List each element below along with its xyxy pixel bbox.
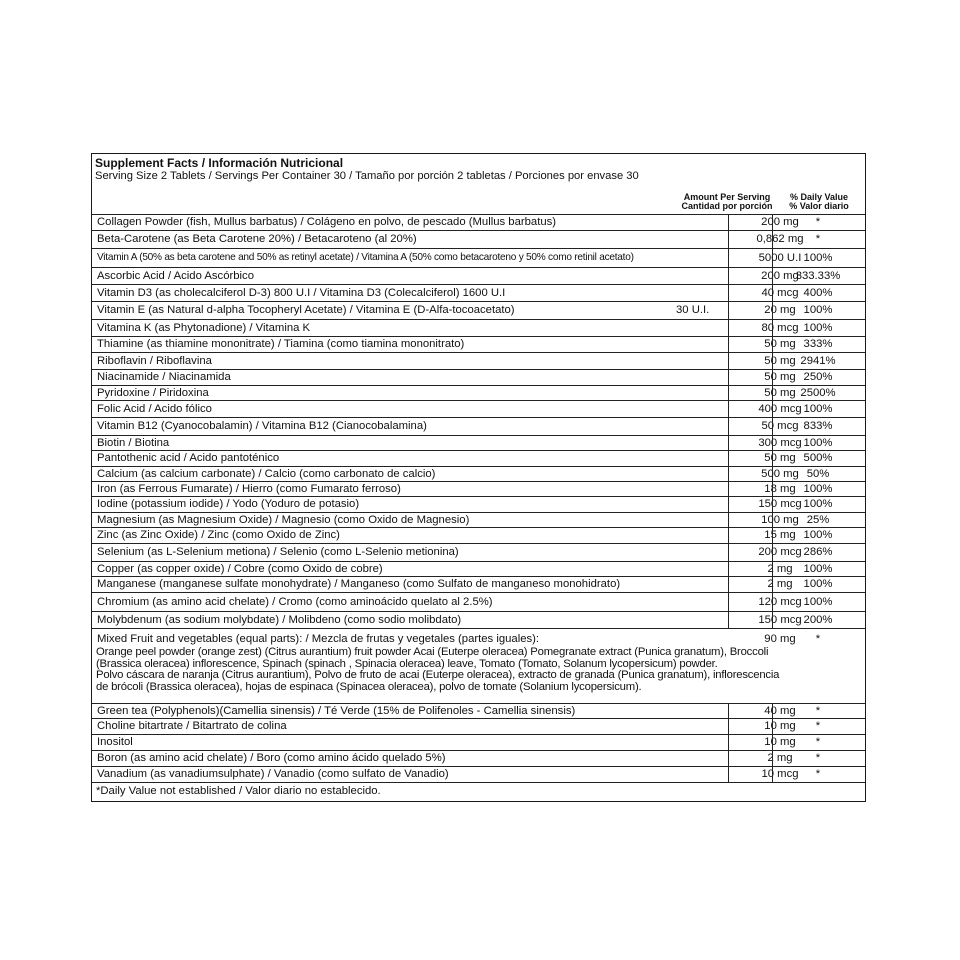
daily-value-percent: * <box>815 752 821 764</box>
mixed-name: Mixed Fruit and vegetables (equal parts): / Mezcla de frutas y vegetales (partes iguales): <box>97 633 540 645</box>
row-divider <box>92 628 865 629</box>
daily-value-percent: 100% <box>803 529 833 541</box>
daily-value-percent: 100% <box>803 251 833 264</box>
row-divider <box>92 417 865 418</box>
daily-value-percent: 2500% <box>800 386 836 399</box>
nutrient-name: Inositol <box>97 736 133 748</box>
mixed-description-line: Orange peel powder (orange zest) (Citrus aurantium) fruit powder Acai (Euterpe oleracea) Pomegranate extract (Punica granatum), Broccoli <box>96 646 769 658</box>
row-divider <box>92 248 865 249</box>
amount-per-serving: 200 mcg <box>758 546 802 558</box>
nutrient-name: Iodine (potassium iodide) / Yodo (Yoduro de potasio) <box>97 498 360 510</box>
nutrient-name: Ascorbic Acid / Acido Ascórbico <box>97 269 254 282</box>
column-divider <box>772 214 773 628</box>
nutrient-name: Folic Acid / Acido fólico <box>97 402 212 415</box>
daily-value-percent: 100% <box>803 578 833 590</box>
daily-value-percent: 100% <box>803 402 833 415</box>
nutrient-name: Calcium (as calcium carbonate) / Calcio (como carbonato de calcio) <box>97 467 436 480</box>
daily-value-percent: 100% <box>803 304 833 316</box>
daily-value-percent: 100% <box>803 595 833 608</box>
amount-per-serving: 300 mcg <box>758 436 802 449</box>
amount-per-serving: 50 mcg <box>761 420 799 432</box>
amount-per-serving: 50 mg <box>764 386 796 399</box>
daily-value-percent: 286% <box>803 546 833 558</box>
daily-value-percent: * <box>815 233 821 245</box>
daily-value-percent: * <box>815 720 821 732</box>
nutrient-name: Beta-Carotene (as Beta Carotene 20%) / Betacaroteno (al 20%) <box>97 233 417 245</box>
daily-value-percent: 25% <box>806 513 830 526</box>
nutrient-name: Riboflavin / Riboflavina <box>97 354 212 367</box>
nutrient-name: Chromium (as amino acid chelate) / Cromo (como aminoácido quelato al 2.5%) <box>97 595 493 608</box>
row-divider <box>92 543 865 544</box>
daily-value-percent: 50% <box>806 467 830 480</box>
nutrient-name: Biotin / Biotina <box>97 436 170 449</box>
amount-header-en: Amount Per Serving <box>683 192 771 202</box>
daily-value-percent: 500% <box>803 452 833 464</box>
mixed-amount: 90 mg <box>764 633 796 645</box>
daily-value-percent: 100% <box>803 562 833 575</box>
nutrient-name: Pantothenic acid / Acido pantoténico <box>97 452 280 464</box>
daily-value-percent: * <box>815 216 821 228</box>
nutrient-name: Collagen Powder (fish, Mullus barbatus) / Colágeno en polvo, de pescado (Mullus barbatus) <box>97 216 557 228</box>
amount-per-serving: 2 mg <box>767 562 793 575</box>
vitamin-e-iu: 30 U.I. <box>676 304 710 316</box>
nutrient-name: Vitamin D3 (as cholecalciferol D-3) 800 U.I / Vitamina D3 (Colecalciferol) 1600 U.I <box>97 286 506 299</box>
nutrient-name: Vitamin E (as Natural d-alpha Tocopheryl Acetate) / Vitamina E (D-Alfa-tocoacetato) <box>97 304 515 316</box>
amount-per-serving: 150 mcg <box>758 498 802 510</box>
amount-per-serving: 15 mg <box>764 529 796 541</box>
nutrient-name: Magnesium (as Magnesium Oxide) / Magnesio (como Oxido de Magnesio) <box>97 513 470 526</box>
column-divider <box>728 703 729 782</box>
daily-value-percent: 100% <box>803 321 833 334</box>
amount-per-serving: 100 mg <box>761 513 799 526</box>
serving-info: Serving Size 2 Tablets / Servings Per Container 30 / Tamaño por porción 2 tabletas / Porciones por envase 30 <box>95 170 639 182</box>
nutrient-name: Boron (as amino acid chelate) / Boro (como amino ácido quelado 5%) <box>97 752 446 764</box>
daily-value-percent: 200% <box>803 613 833 626</box>
nutrient-name: Vitamin A (50% as beta carotene and 50% as retinyl acetate) / Vitamina A (50% como betacaroteno y 50% como retinil acetato) <box>97 251 634 263</box>
nutrient-name: Selenium (as L-Selenium metiona) / Selenio (como L-Selenio metionina) <box>97 546 459 558</box>
daily-value-percent: 100% <box>803 436 833 449</box>
amount-per-serving: 50 mg <box>764 452 796 464</box>
row-divider <box>92 592 865 593</box>
daily-value-footnote: *Daily Value not established / Valor diario no establecido. <box>96 785 381 797</box>
daily-value-percent: 333.33% <box>795 269 841 282</box>
daily-value-percent: 400% <box>803 286 833 299</box>
mixed-description-line: de brócoli (Brassica oleracea), hojas de espinaca (Spinacea oleracea), polvo de tomate (Solanium lycopersicum). <box>96 680 642 693</box>
amount-per-serving: 120 mcg <box>758 595 802 608</box>
amount-per-serving: 500 mg <box>761 467 799 480</box>
nutrient-name: Niacinamide / Niacinamida <box>97 371 231 383</box>
nutrient-name: Vitamin B12 (Cyanocobalamin) / Vitamina B12 (Cianocobalamina) <box>97 420 427 432</box>
amount-per-serving: 50 mg <box>764 371 796 383</box>
dv-column-header <box>774 193 864 211</box>
amount-per-serving: 400 mcg <box>758 402 802 415</box>
amount-per-serving: 2 mg <box>767 752 793 764</box>
daily-value-percent: 333% <box>803 338 833 350</box>
nutrient-name: Vitamina K (as Phytonadione) / Vitamina K <box>97 321 311 334</box>
amount-per-serving: 20 mg <box>764 304 796 316</box>
row-divider <box>92 782 865 783</box>
amount-per-serving: 18 mg <box>764 482 796 495</box>
amount-per-serving: 5000 U.I <box>758 251 802 264</box>
amount-header-es: Cantidad por porción <box>681 201 773 211</box>
daily-value-percent: 2941% <box>800 354 836 367</box>
row-divider <box>92 230 865 231</box>
amount-column-header <box>672 193 782 211</box>
amount-per-serving: 0,862 mg <box>756 233 804 245</box>
amount-per-serving: 10 mcg <box>761 768 799 780</box>
row-divider <box>92 301 865 302</box>
mixed-description-line: (Brassica oleracea) inflorescence, Spinach (spinach , Spinacia oleracea) leave, Tomato (Tomato, Solanum lycopersicum) powder. <box>96 657 718 670</box>
mixed-description-line: Polvo cáscara de naranja (Citrus aurantium), Polvo de fruto de acai (Euterpe oleracea), extracto de granada (Punica granatum), inflorescencia <box>96 669 780 681</box>
nutrient-name: Copper (as copper oxide) / Cobre (como Oxido de cobre) <box>97 562 383 575</box>
supplement-facts-panel <box>91 153 866 802</box>
amount-per-serving: 150 mcg <box>758 613 802 626</box>
daily-value-percent: 833% <box>803 420 833 432</box>
daily-value-percent: * <box>815 736 821 748</box>
amount-per-serving: 40 mcg <box>761 286 799 299</box>
amount-per-serving: 2 mg <box>767 578 793 590</box>
daily-value-percent: * <box>815 768 821 780</box>
amount-per-serving: 80 mcg <box>761 321 799 334</box>
amount-per-serving: 200 mg <box>761 269 799 282</box>
amount-per-serving: 50 mg <box>764 338 796 350</box>
nutrient-name: Molybdenum (as sodium molybdate) / Molibdeno (como sodio molibdato) <box>97 613 462 626</box>
daily-value-percent: 100% <box>803 482 833 495</box>
column-divider <box>728 214 729 628</box>
amount-per-serving: 10 mg <box>764 720 796 732</box>
nutrient-name: Vanadium (as vanadiumsulphate) / Vanadio (como sulfato de Vanadio) <box>97 768 449 780</box>
nutrient-name: Green tea (Polyphenols)(Camellia sinensis) / Té Verde (15% de Polifenoles - Camellia sinensis) <box>97 704 576 717</box>
nutrient-name: Thiamine (as thiamine mononitrate) / Tiamina (como tiamina mononitrato) <box>97 338 465 350</box>
daily-value-percent: 100% <box>803 498 833 510</box>
dv-header-en: % Daily Value <box>789 192 849 202</box>
nutrient-name: Pyridoxine / Piridoxina <box>97 386 209 399</box>
nutrient-name: Manganese (manganese sulfate monohydrate) / Manganeso (como Sulfato de manganeso monohidrato) <box>97 578 621 590</box>
amount-per-serving: 10 mg <box>764 736 796 748</box>
panel-title: Supplement Facts / Información Nutricional <box>95 156 344 170</box>
mixed-dv: * <box>815 633 821 645</box>
column-divider <box>772 703 773 782</box>
nutrient-name: Zinc (as Zinc Oxide) / Zinc (como Oxido de Zinc) <box>97 529 340 541</box>
amount-per-serving: 50 mg <box>764 354 796 367</box>
daily-value-percent: * <box>815 704 821 717</box>
amount-per-serving: 200 mg <box>761 216 799 228</box>
dv-header-es: % Valor diario <box>789 201 849 211</box>
nutrient-name: Choline bitartrate / Bitartrato de colina <box>97 720 287 732</box>
daily-value-percent: 250% <box>803 371 833 383</box>
nutrient-name: Iron (as Ferrous Fumarate) / Hierro (como Fumarato ferroso) <box>97 482 401 495</box>
amount-per-serving: 40 mg <box>764 704 796 717</box>
